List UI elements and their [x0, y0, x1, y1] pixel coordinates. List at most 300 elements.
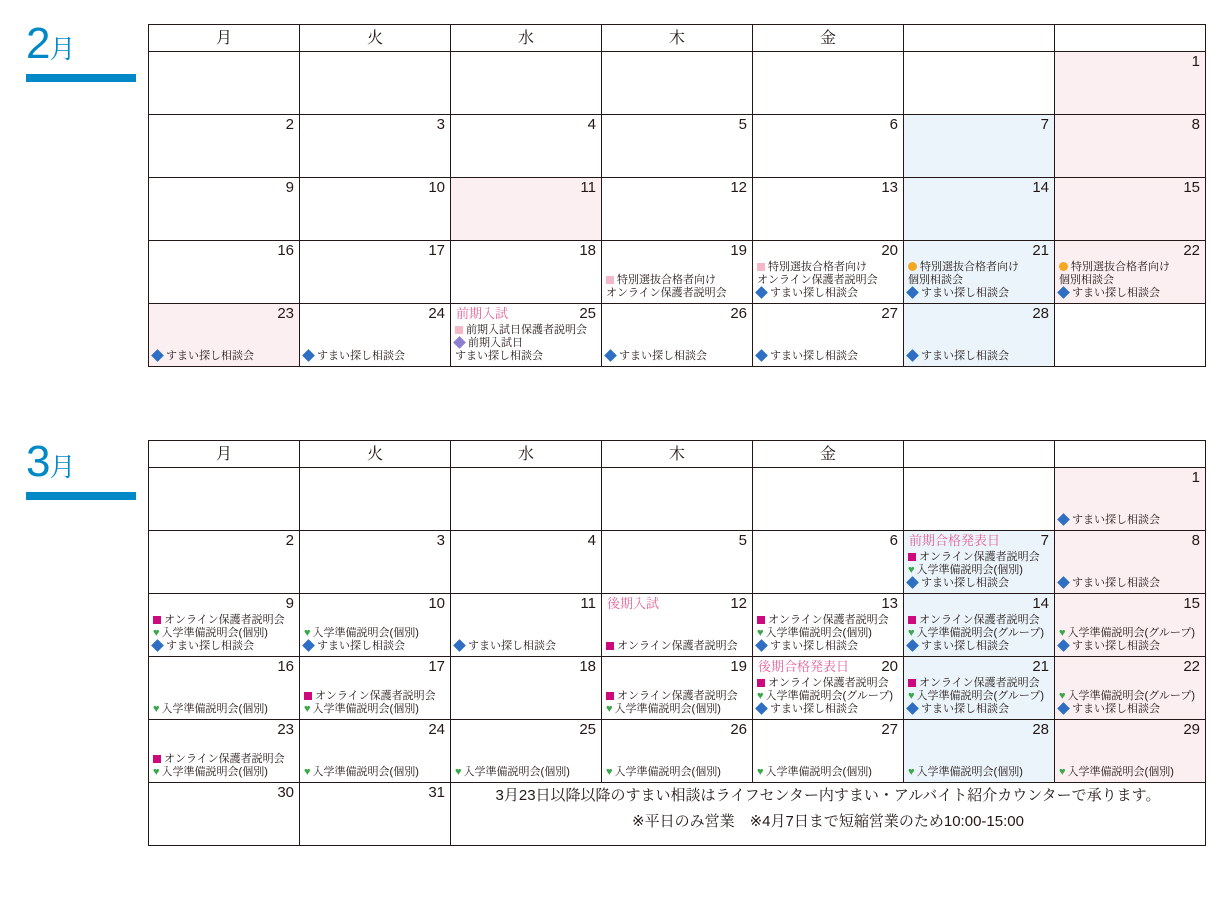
day-number: 11	[580, 595, 596, 612]
calendar-empty-cell	[149, 468, 300, 531]
day-number: 19	[730, 658, 747, 675]
magenta-square-icon	[757, 679, 765, 687]
green-heart-icon: ♥	[1059, 766, 1066, 778]
event-list	[304, 690, 446, 716]
calendar-day-cell[interactable]	[753, 720, 904, 783]
event-item	[1059, 577, 1201, 590]
day-number: 13	[881, 595, 898, 612]
event-label: すまい探し相談会	[1072, 640, 1160, 652]
event-label: 入学準備説明会(個別)	[614, 703, 721, 715]
magenta-square-icon	[908, 553, 916, 561]
day-number: 8	[1191, 116, 1200, 133]
event-list	[908, 261, 1050, 300]
event-list	[908, 350, 1050, 363]
magenta-square-icon	[908, 679, 916, 687]
event-item	[908, 614, 1050, 627]
event-item	[455, 337, 597, 363]
event-label: すまい探し相談会	[1072, 703, 1160, 715]
calendar-day-cell[interactable]	[602, 115, 753, 178]
blue-diamond-icon	[302, 639, 315, 652]
green-heart-icon: ♥	[606, 703, 613, 715]
event-item	[606, 274, 748, 300]
purple-diamond-icon	[453, 336, 466, 349]
event-list	[606, 766, 748, 779]
day-number: 25	[579, 721, 596, 738]
pink-square-icon	[606, 276, 614, 284]
calendar-empty-cell	[1055, 304, 1206, 367]
calendar-empty-cell	[753, 468, 904, 531]
day-tag: 前期合格発表日	[909, 533, 1001, 548]
calendar-day-cell[interactable]	[300, 304, 451, 367]
event-item	[908, 703, 1050, 716]
day-number: 27	[881, 305, 898, 322]
calendar-week-row	[149, 783, 1206, 846]
footer-note-line2: ※平日のみ営業 ※4月7日まで短縮営業のため10:00-15:00	[632, 813, 1024, 830]
blue-diamond-icon	[755, 639, 768, 652]
day-number: 24	[428, 305, 445, 322]
event-item	[908, 350, 1050, 363]
event-list	[153, 703, 295, 716]
green-heart-icon: ♥	[455, 766, 462, 778]
event-label: 入学準備説明会(個別)	[765, 766, 872, 778]
blue-diamond-icon	[151, 349, 164, 362]
calendar-day-cell[interactable]	[451, 241, 602, 304]
event-item	[606, 703, 748, 716]
event-item	[606, 350, 748, 363]
calendar-week-row	[149, 241, 1206, 304]
calendar-day-cell[interactable]	[1055, 594, 1206, 657]
calendar-day-cell[interactable]	[451, 720, 602, 783]
calendar-day-cell[interactable]	[149, 720, 300, 783]
event-label: 入学準備説明会(個別)	[916, 564, 1023, 576]
event-item	[908, 766, 1050, 779]
event-list	[304, 766, 446, 779]
event-label: 特別選抜合格者向け 個別相談会	[1059, 261, 1170, 286]
event-item	[304, 766, 446, 779]
calendar-day-cell[interactable]	[753, 178, 904, 241]
event-label: すまい探し相談会	[166, 640, 254, 652]
calendar-day-cell[interactable]	[904, 241, 1055, 304]
blue-diamond-icon	[906, 639, 919, 652]
blue-diamond-icon	[906, 702, 919, 715]
calendar-week-row	[149, 657, 1206, 720]
day-number: 14	[1032, 179, 1049, 196]
month-number: 2	[26, 19, 50, 68]
green-heart-icon: ♥	[757, 690, 764, 702]
weekday-header-5: 金	[753, 25, 904, 52]
event-label: すまい探し相談会	[166, 350, 254, 362]
calendar-day-cell[interactable]	[1055, 241, 1206, 304]
calendar-day-cell[interactable]	[149, 783, 300, 846]
blue-diamond-icon	[1057, 576, 1070, 589]
event-item	[1059, 627, 1201, 640]
event-list	[1059, 627, 1201, 653]
calendar-day-cell[interactable]	[602, 657, 753, 720]
calendar-day-cell[interactable]	[451, 657, 602, 720]
month-suffix: 月	[49, 34, 76, 64]
day-number: 1	[1191, 53, 1200, 70]
calendar-day-cell[interactable]	[904, 531, 1055, 594]
calendar-week-row	[149, 52, 1206, 115]
day-number: 18	[579, 242, 596, 259]
event-label: 入学準備説明会(個別)	[916, 766, 1023, 778]
day-number: 17	[428, 658, 445, 675]
day-number: 1	[1191, 469, 1200, 486]
calendar-day-cell[interactable]	[149, 241, 300, 304]
calendar-empty-cell	[451, 468, 602, 531]
day-number: 28	[1032, 305, 1049, 322]
day-number: 20	[881, 658, 898, 675]
event-item	[757, 766, 899, 779]
calendar-day-cell[interactable]	[300, 594, 451, 657]
green-heart-icon: ♥	[153, 703, 160, 715]
event-label: オンライン保護者説明会	[617, 690, 738, 702]
day-number: 6	[889, 116, 898, 133]
event-item	[1059, 261, 1201, 287]
day-number: 7	[1040, 116, 1049, 133]
event-list	[757, 350, 899, 363]
event-label: すまい探し相談会	[921, 577, 1009, 589]
calendar-day-cell[interactable]	[753, 304, 904, 367]
event-item	[908, 577, 1050, 590]
event-label: すまい探し相談会	[317, 350, 405, 362]
day-number: 15	[1183, 179, 1200, 196]
event-item	[757, 703, 899, 716]
event-list	[455, 324, 597, 363]
calendar-day-cell[interactable]	[904, 304, 1055, 367]
event-label: 特別選抜合格者向け オンライン保護者説明会	[606, 274, 727, 299]
weekday-header-6: 土	[904, 441, 1055, 468]
event-label: 入学準備説明会(個別)	[161, 627, 268, 639]
event-item	[153, 703, 295, 716]
day-number: 15	[1183, 595, 1200, 612]
calendar-empty-cell	[149, 52, 300, 115]
day-number: 26	[730, 305, 747, 322]
event-item	[757, 627, 899, 640]
day-number: 2	[285, 532, 294, 549]
event-item	[153, 614, 295, 627]
event-list	[757, 261, 899, 300]
calendar-march	[148, 440, 1206, 846]
event-item	[757, 690, 899, 703]
month-suffix: 月	[49, 452, 76, 482]
calendar-day-cell[interactable]	[300, 115, 451, 178]
event-item	[153, 350, 295, 363]
calendar-day-cell[interactable]	[300, 657, 451, 720]
event-item	[606, 690, 748, 703]
calendar-day-cell[interactable]	[753, 594, 904, 657]
green-heart-icon: ♥	[908, 766, 915, 778]
event-list	[757, 677, 899, 716]
event-label: すまい探し相談会	[1072, 514, 1160, 526]
green-heart-icon: ♥	[606, 766, 613, 778]
day-number: 17	[428, 242, 445, 259]
event-item	[304, 350, 446, 363]
calendar-day-cell[interactable]	[753, 241, 904, 304]
event-list	[757, 614, 899, 653]
event-label: 入学準備説明会(個別)	[765, 627, 872, 639]
blue-diamond-icon	[1057, 513, 1070, 526]
event-label: 入学準備説明会(個別)	[312, 627, 419, 639]
orange-circle-icon	[1059, 262, 1068, 271]
event-label: 入学準備説明会(個別)	[312, 703, 419, 715]
green-heart-icon: ♥	[153, 627, 160, 639]
day-number: 3	[436, 116, 445, 133]
event-list	[455, 640, 597, 653]
calendar-day-cell[interactable]	[300, 720, 451, 783]
calendar-day-cell[interactable]	[753, 657, 904, 720]
event-label: 特別選抜合格者向け オンライン保護者説明会	[757, 261, 878, 286]
event-label: オンライン保護者説明会	[617, 640, 738, 652]
day-number: 29	[1183, 721, 1200, 738]
event-list	[455, 766, 597, 779]
weekday-header-row	[149, 441, 1206, 468]
blue-diamond-icon	[453, 639, 466, 652]
day-number: 8	[1191, 532, 1200, 549]
calendar-february	[148, 24, 1206, 367]
event-item	[908, 690, 1050, 703]
day-number: 18	[579, 658, 596, 675]
day-number: 7	[1040, 532, 1049, 549]
event-list	[908, 766, 1050, 779]
calendar-empty-cell	[451, 52, 602, 115]
calendar-day-cell[interactable]	[1055, 178, 1206, 241]
calendar-week-row	[149, 468, 1206, 531]
calendar-day-cell[interactable]	[149, 531, 300, 594]
day-number: 2	[285, 116, 294, 133]
event-label: 前期入試日 すまい探し相談会	[455, 337, 543, 362]
event-label: オンライン保護者説明会	[164, 753, 285, 765]
calendar-day-cell[interactable]	[149, 304, 300, 367]
event-item	[757, 677, 899, 690]
calendar-day-cell[interactable]	[451, 178, 602, 241]
calendar-day-cell[interactable]	[1055, 531, 1206, 594]
calendar-day-cell[interactable]	[1055, 720, 1206, 783]
event-label: 特別選抜合格者向け 個別相談会	[908, 261, 1019, 286]
calendar-day-cell[interactable]	[149, 178, 300, 241]
event-item	[1059, 640, 1201, 653]
month-label-february	[26, 19, 136, 82]
event-item	[908, 287, 1050, 300]
event-item	[757, 261, 899, 287]
event-label: すまい探し相談会	[921, 640, 1009, 652]
day-number: 4	[587, 532, 596, 549]
event-label: すまい探し相談会	[921, 350, 1009, 362]
calendar-empty-cell	[904, 52, 1055, 115]
calendar-day-cell[interactable]	[300, 783, 451, 846]
day-number: 21	[1032, 242, 1049, 259]
event-item	[908, 627, 1050, 640]
magenta-square-icon	[153, 616, 161, 624]
footer-note-line1: 3月23日以降以降のすまい相談はライフセンター内すまい・アルバイト紹介カウンターで承ります。	[495, 787, 1161, 804]
calendar-day-cell[interactable]	[300, 241, 451, 304]
calendar-day-cell[interactable]	[904, 115, 1055, 178]
day-number: 11	[580, 179, 596, 196]
event-list	[1059, 766, 1201, 779]
blue-diamond-icon	[755, 702, 768, 715]
day-number: 31	[428, 784, 445, 801]
weekday-header-2: 火	[300, 25, 451, 52]
event-item	[757, 640, 899, 653]
event-list	[908, 551, 1050, 590]
day-number: 30	[277, 784, 294, 801]
blue-diamond-icon	[302, 349, 315, 362]
day-number: 25	[579, 305, 596, 322]
calendar-day-cell[interactable]	[300, 178, 451, 241]
month-underline	[26, 492, 136, 500]
day-number: 20	[881, 242, 898, 259]
calendar-week-row	[149, 720, 1206, 783]
day-number: 10	[428, 595, 445, 612]
day-number: 26	[730, 721, 747, 738]
event-label: 入学準備説明会(グループ)	[1067, 690, 1195, 702]
event-list	[606, 350, 748, 363]
calendar-day-cell[interactable]	[1055, 657, 1206, 720]
calendar-day-cell[interactable]	[149, 657, 300, 720]
weekday-header-7: 日	[1055, 441, 1206, 468]
magenta-square-icon	[757, 616, 765, 624]
weekday-header-1: 月	[149, 441, 300, 468]
blue-diamond-icon	[906, 286, 919, 299]
blue-diamond-icon	[604, 349, 617, 362]
day-number: 9	[285, 595, 294, 612]
calendar-day-cell[interactable]	[602, 720, 753, 783]
calendar-day-cell[interactable]	[904, 178, 1055, 241]
calendar-day-cell[interactable]	[904, 594, 1055, 657]
day-number: 22	[1183, 242, 1200, 259]
calendar-day-cell[interactable]	[753, 531, 904, 594]
weekday-header-5: 金	[753, 441, 904, 468]
weekday-header-3: 水	[451, 25, 602, 52]
event-list	[908, 677, 1050, 716]
event-list	[153, 753, 295, 779]
event-item	[908, 640, 1050, 653]
event-item	[606, 766, 748, 779]
event-label: オンライン保護者説明会	[919, 614, 1040, 626]
calendar-day-cell[interactable]	[602, 241, 753, 304]
blue-diamond-icon	[906, 576, 919, 589]
event-item	[304, 690, 446, 703]
event-label: すまい探し相談会	[1072, 287, 1160, 299]
blue-diamond-icon	[151, 639, 164, 652]
event-label: 入学準備説明会(個別)	[614, 766, 721, 778]
calendar-day-cell[interactable]	[300, 531, 451, 594]
day-number: 6	[889, 532, 898, 549]
event-label: すまい探し相談会	[770, 350, 858, 362]
event-label: すまい探し相談会	[921, 703, 1009, 715]
calendar-day-cell[interactable]	[1055, 468, 1206, 531]
day-tag: 後期合格発表日	[758, 659, 850, 674]
event-item	[304, 703, 446, 716]
calendar-day-cell[interactable]	[451, 304, 602, 367]
event-item	[908, 677, 1050, 690]
event-item	[757, 287, 899, 300]
green-heart-icon: ♥	[757, 627, 764, 639]
event-list	[1059, 261, 1201, 300]
blue-diamond-icon	[755, 349, 768, 362]
day-number: 12	[730, 595, 747, 612]
event-item	[908, 261, 1050, 287]
green-heart-icon: ♥	[153, 766, 160, 778]
event-label: すまい探し相談会	[317, 640, 405, 652]
day-number: 13	[881, 179, 898, 196]
calendar-day-cell[interactable]	[451, 594, 602, 657]
calendar-day-cell[interactable]	[602, 178, 753, 241]
calendar-day-cell[interactable]	[149, 594, 300, 657]
event-label: 入学準備説明会(グループ)	[916, 627, 1044, 639]
green-heart-icon: ♥	[304, 627, 311, 639]
event-item	[757, 350, 899, 363]
event-item	[1059, 287, 1201, 300]
event-item	[153, 766, 295, 779]
magenta-square-icon	[304, 692, 312, 700]
event-list	[908, 614, 1050, 653]
calendar-week-row	[149, 178, 1206, 241]
event-label: オンライン保護者説明会	[768, 614, 889, 626]
green-heart-icon: ♥	[1059, 690, 1066, 702]
calendar-week-row	[149, 594, 1206, 657]
event-item	[455, 640, 597, 653]
day-tag: 後期入試	[607, 596, 660, 611]
calendar-empty-cell	[753, 52, 904, 115]
event-label: オンライン保護者説明会	[315, 690, 436, 702]
calendar-day-cell[interactable]	[602, 594, 753, 657]
weekday-header-4: 木	[602, 25, 753, 52]
event-label: オンライン保護者説明会	[919, 677, 1040, 689]
calendar-week-row	[149, 531, 1206, 594]
calendar-day-cell[interactable]	[602, 531, 753, 594]
weekday-header-7: 日	[1055, 25, 1206, 52]
month-underline	[26, 74, 136, 82]
event-label: すまい探し相談会	[770, 640, 858, 652]
event-item	[304, 640, 446, 653]
calendar-day-cell[interactable]	[149, 115, 300, 178]
day-number: 23	[277, 305, 294, 322]
calendar-day-cell[interactable]	[451, 115, 602, 178]
event-list	[606, 640, 748, 653]
event-item	[908, 564, 1050, 577]
green-heart-icon: ♥	[908, 690, 915, 702]
event-list	[153, 614, 295, 653]
calendar-week-row	[149, 115, 1206, 178]
calendar-day-cell[interactable]	[602, 304, 753, 367]
blue-diamond-icon	[1057, 286, 1070, 299]
pink-square-icon	[455, 326, 463, 334]
magenta-square-icon	[153, 755, 161, 763]
event-item	[1059, 766, 1201, 779]
calendar-day-cell[interactable]	[904, 720, 1055, 783]
green-heart-icon: ♥	[908, 564, 915, 576]
event-list	[304, 350, 446, 363]
calendar-empty-cell	[904, 468, 1055, 531]
day-number: 3	[436, 532, 445, 549]
blue-diamond-icon	[906, 349, 919, 362]
calendar-week-row	[149, 304, 1206, 367]
event-item	[153, 753, 295, 766]
calendar-empty-cell	[300, 52, 451, 115]
day-number: 27	[881, 721, 898, 738]
event-label: 入学準備説明会(グループ)	[765, 690, 893, 702]
calendar-day-cell[interactable]	[1055, 52, 1206, 115]
calendar-day-cell[interactable]	[1055, 115, 1206, 178]
event-label: すまい探し相談会	[468, 640, 556, 652]
event-label: すまい探し相談会	[770, 287, 858, 299]
calendar-day-cell[interactable]	[904, 657, 1055, 720]
calendar-day-cell[interactable]	[753, 115, 904, 178]
calendar-day-cell[interactable]	[451, 531, 602, 594]
magenta-square-icon	[606, 642, 614, 650]
month-label-march	[26, 437, 136, 500]
